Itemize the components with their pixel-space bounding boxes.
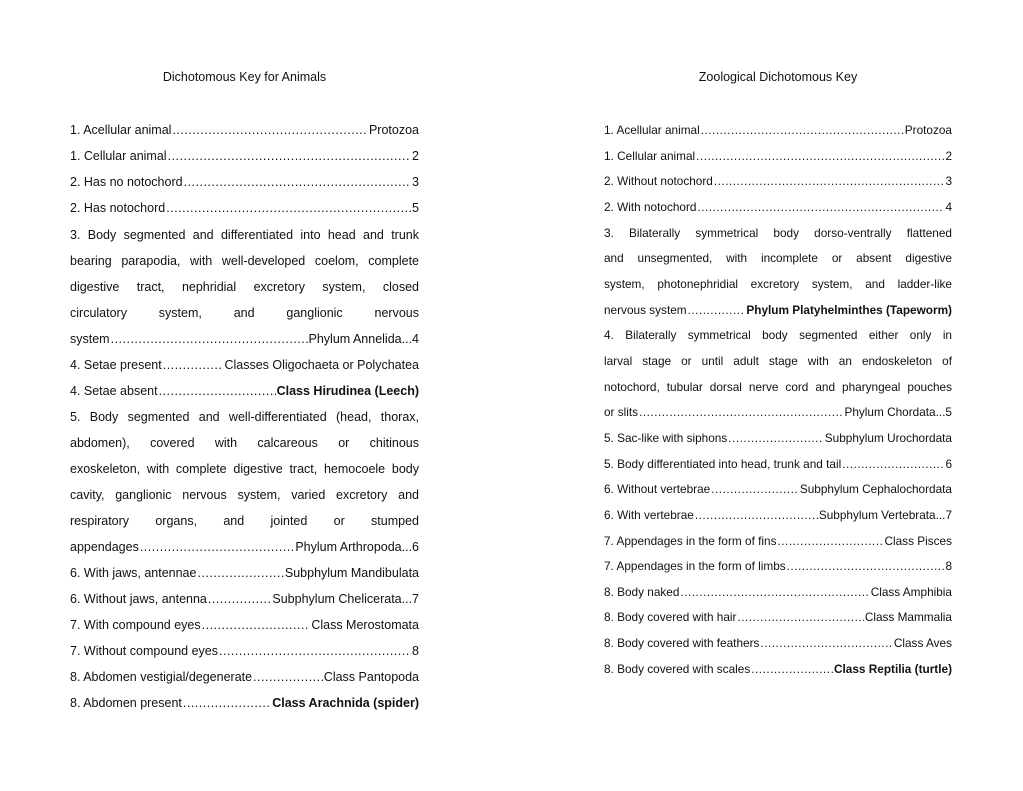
key-line: 2. Without notochord ..... 3 [604, 172, 952, 190]
key-line: 2. Has notochord ..... 5 [70, 199, 419, 217]
key-line: 7. Without compound eyes ..... 8 [70, 642, 419, 660]
key-line: circulatory system, and ganglionic nervous [70, 306, 419, 320]
key-line: larval stage or until adult stage with an endoskeleton of [604, 354, 952, 368]
key-line: 3. Body segmented and differentiated into head and trunk [70, 228, 419, 242]
key-line: respiratory organs, and jointed or stumped [70, 514, 419, 528]
key-line: 4. Bilaterally symmetrical body segmented either only in [604, 328, 952, 342]
key-line: 6. With jaws, antennae ..... Subphylum Mandibulata [70, 564, 419, 582]
key-line: 1. Cellular animal ..... 2 [70, 147, 419, 165]
key-line: 5. Sac-like with siphons ..... Subphylum Urochordata [604, 429, 952, 447]
key-line: 6. With vertebrae ..... Subphylum Vertebrata...7 [604, 506, 952, 524]
key-line: bearing parapodia, with well-developed coelom, complete [70, 254, 419, 268]
key-line: 8. Abdomen present ..... Class Arachnida (spider) [70, 694, 419, 712]
key-line: digestive tract, nephridial excretory system, closed [70, 280, 419, 294]
key-line: 4. Setae present ..... Classes Oligochaeta or Polychatea [70, 356, 419, 374]
key-line: abdomen), covered with calcareous or chitinous [70, 436, 419, 450]
key-line: exoskeleton, with complete digestive tract, hemocoele body [70, 462, 419, 476]
key-line: system, photonephridial excretory system, and ladder-like [604, 277, 952, 291]
key-line: and unsegmented, with incomplete or absent digestive [604, 251, 952, 265]
key-line: 4. Setae absent ..... Class Hirudinea (Leech) [70, 382, 419, 400]
key-line: nervous system ..... Phylum Platyhelminthes (Tapeworm) [604, 301, 952, 319]
key-line: 5. Body segmented and well-differentiated (head, thorax, [70, 410, 419, 424]
key-line: 8. Body naked ..... Class Amphibia [604, 583, 952, 601]
key-line: 8. Body covered with scales ..... Class Reptilia (turtle) [604, 660, 952, 678]
key-line: 1. Acellular animal ..... Protozoa [70, 121, 419, 139]
key-line: 8. Body covered with feathers ..... Class Aves [604, 634, 952, 652]
key-line: cavity, ganglionic nervous system, varied excretory and [70, 488, 419, 502]
key-line: or slits ..... Phylum Chordata...5 [604, 403, 952, 421]
left-key-title: Dichotomous Key for Animals [162, 70, 327, 84]
key-line: 2. Has no notochord ..... 3 [70, 173, 419, 191]
key-line: 7. Appendages in the form of limbs ..... 8 [604, 557, 952, 575]
key-line: 1. Acellular animal ..... Protozoa [604, 121, 952, 139]
key-line: 7. With compound eyes ..... Class Merostomata [70, 616, 419, 634]
key-line: notochord, tubular dorsal nerve cord and pharyngeal pouches [604, 380, 952, 394]
key-line: 2. With notochord ..... 4 [604, 198, 952, 216]
key-line: 8. Body covered with hair ..... Class Mammalia [604, 608, 952, 626]
key-line: 6. Without jaws, antenna ..... Subphylum Chelicerata...7 [70, 590, 419, 608]
key-line: system ..... Phylum Annelida...4 [70, 330, 419, 348]
key-line: 7. Appendages in the form of fins ..... Class Pisces [604, 532, 952, 550]
key-line: 8. Abdomen vestigial/degenerate ..... Class Pantopoda [70, 668, 419, 686]
key-line: appendages ..... Phylum Arthropoda...6 [70, 538, 419, 556]
key-line: 5. Body differentiated into head, trunk and tail ..... 6 [604, 455, 952, 473]
key-line: 6. Without vertebrae ..... Subphylum Cephalochordata [604, 480, 952, 498]
key-line: 3. Bilaterally symmetrical body dorso-ventrally flattened [604, 226, 952, 240]
key-line: 1. Cellular animal ..... 2 [604, 147, 952, 165]
right-key-title: Zoological Dichotomous Key [698, 70, 858, 84]
